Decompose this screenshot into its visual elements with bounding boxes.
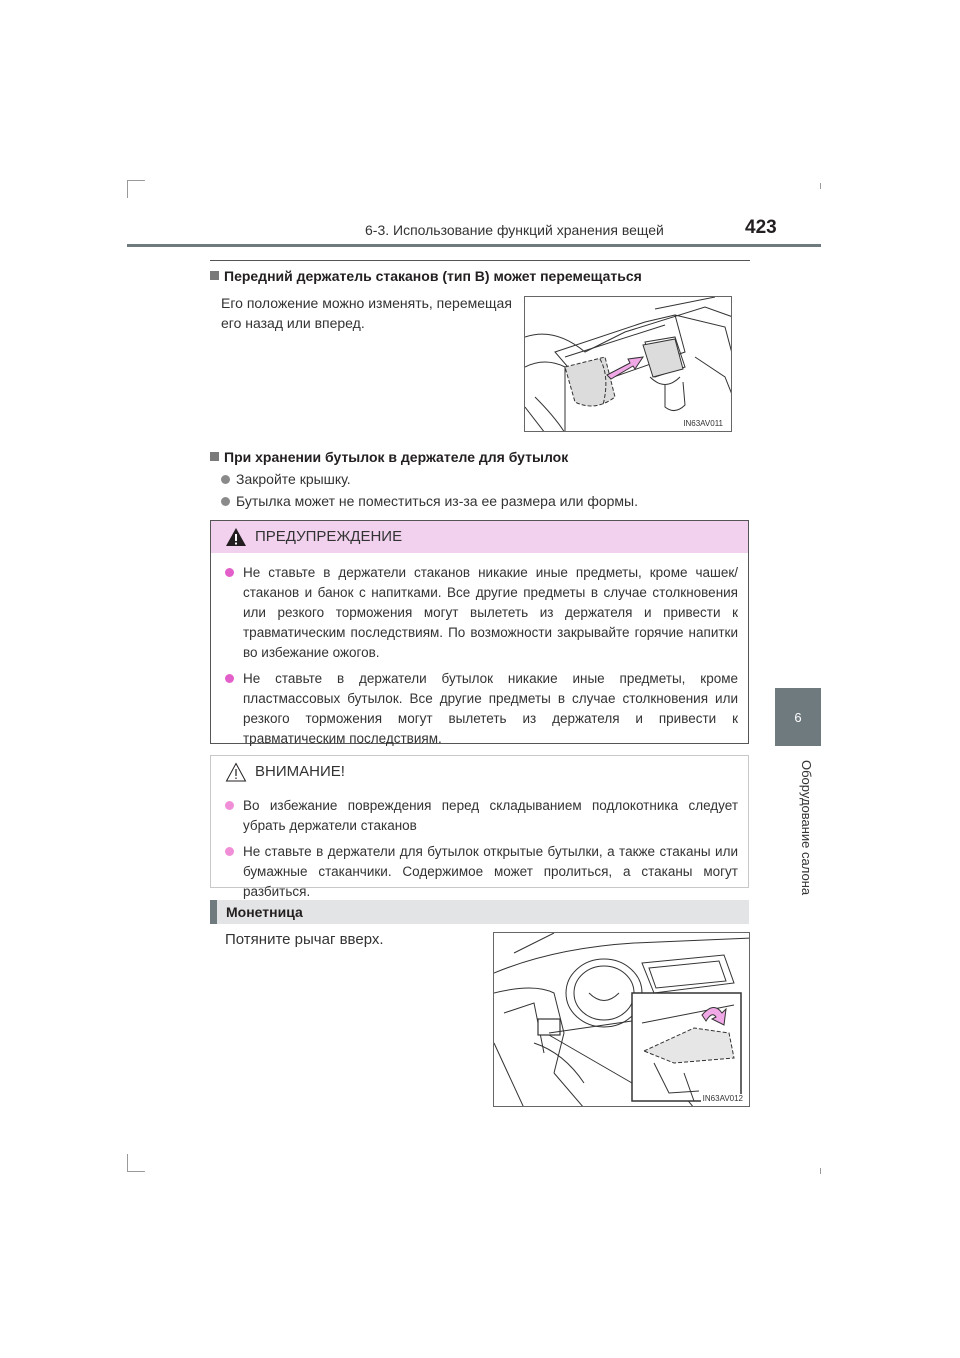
crop-mark <box>820 1168 821 1174</box>
header-rule <box>127 244 821 247</box>
bullet-icon <box>225 801 234 810</box>
coin-instruction: Потяните рычаг вверх. <box>225 931 384 948</box>
section-title: 6-3. Использование функций хранения вещей <box>365 222 664 238</box>
notice-item <box>225 842 738 902</box>
warning-item-text: Не ставьте в держатели стаканов никакие иные предметы, кроме чашек/стаканов и банок с напитками. Все другие предметы в случае столкновения или резкого торможения могут вылететь из держателя и привести к травматическим последствиям. По возможности закрывайте горячие напитки во избежание ожогов. <box>243 565 738 660</box>
bottle-heading <box>210 449 568 465</box>
bullet-icon <box>225 847 234 856</box>
crop-mark <box>820 183 821 189</box>
coin-heading: Монетница <box>226 904 303 920</box>
square-bullet-icon <box>210 452 219 461</box>
crop-mark <box>127 180 128 198</box>
warning-body <box>211 553 748 749</box>
caution-triangle-icon <box>225 762 247 782</box>
warning-header <box>211 521 748 553</box>
cupholder-text-line1: Его положение можно изменять, перемещая <box>221 295 512 311</box>
bullet-text: Закройте крышку. <box>236 471 351 487</box>
cupholder-drawing <box>525 297 732 432</box>
bullet-icon <box>225 568 234 577</box>
crop-mark <box>127 1154 128 1172</box>
divider <box>210 260 750 261</box>
section-accent <box>210 900 217 924</box>
bottle-bullet-2 <box>221 491 638 511</box>
notice-body <box>211 788 748 902</box>
dashboard-drawing <box>494 933 750 1107</box>
cupholder-illustration <box>524 296 732 432</box>
warning-item <box>225 669 738 749</box>
warning-item-text: Не ставьте в держатели бутылок никакие иные предметы, кроме пластмассовых бутылок. Все другие предметы в случае столкновения или резкого торможения могут вылететь из держателя и привести к травматическим последствиям. <box>243 671 738 746</box>
square-bullet-icon <box>210 271 219 280</box>
bottle-bullet-1 <box>221 469 351 489</box>
bullet-icon <box>221 497 230 506</box>
warning-title: ПРЕДУПРЕЖДЕНИЕ <box>255 528 403 545</box>
coin-holder-illustration <box>493 932 750 1107</box>
figure-code: IN63AV012 <box>702 1094 743 1103</box>
warning-triangle-icon <box>225 527 247 547</box>
bottle-heading-text: При хранении бутылок в держателе для бутылок <box>224 449 569 465</box>
cupholder-heading-text: Передний держатель стаканов (тип В) может перемещаться <box>224 268 642 284</box>
bullet-text: Бутылка может не поместиться из-за ее размера или формы. <box>236 493 639 509</box>
bullet-icon <box>221 475 230 484</box>
page-number: 423 <box>745 217 777 238</box>
crop-mark <box>127 180 145 181</box>
chapter-tab <box>775 688 821 746</box>
notice-item-text: Не ставьте в держатели для бутылок открытые бутылки, а также стаканы или бумажные стаканчики. Содержимое может пролиться, а стаканы могут разбиться. <box>243 844 738 899</box>
warning-item <box>225 563 738 663</box>
notice-header <box>211 756 748 788</box>
figure-code: IN63AV011 <box>683 419 723 428</box>
notice-item-text: Во избежание повреждения перед складыванием подлокотника следует убрать держатели стаканов <box>243 798 738 833</box>
cupholder-text-line2: его назад или вперед. <box>221 315 365 331</box>
bullet-icon <box>225 674 234 683</box>
crop-mark <box>127 1171 145 1172</box>
cupholder-heading <box>210 268 642 284</box>
chapter-title: Оборудование салона <box>799 760 814 896</box>
chapter-number: 6 <box>794 709 802 725</box>
notice-box <box>210 755 749 899</box>
warning-box <box>210 520 749 744</box>
notice-title: ВНИМАНИЕ! <box>255 763 345 780</box>
notice-item <box>225 796 738 836</box>
coin-section-header <box>210 900 749 924</box>
